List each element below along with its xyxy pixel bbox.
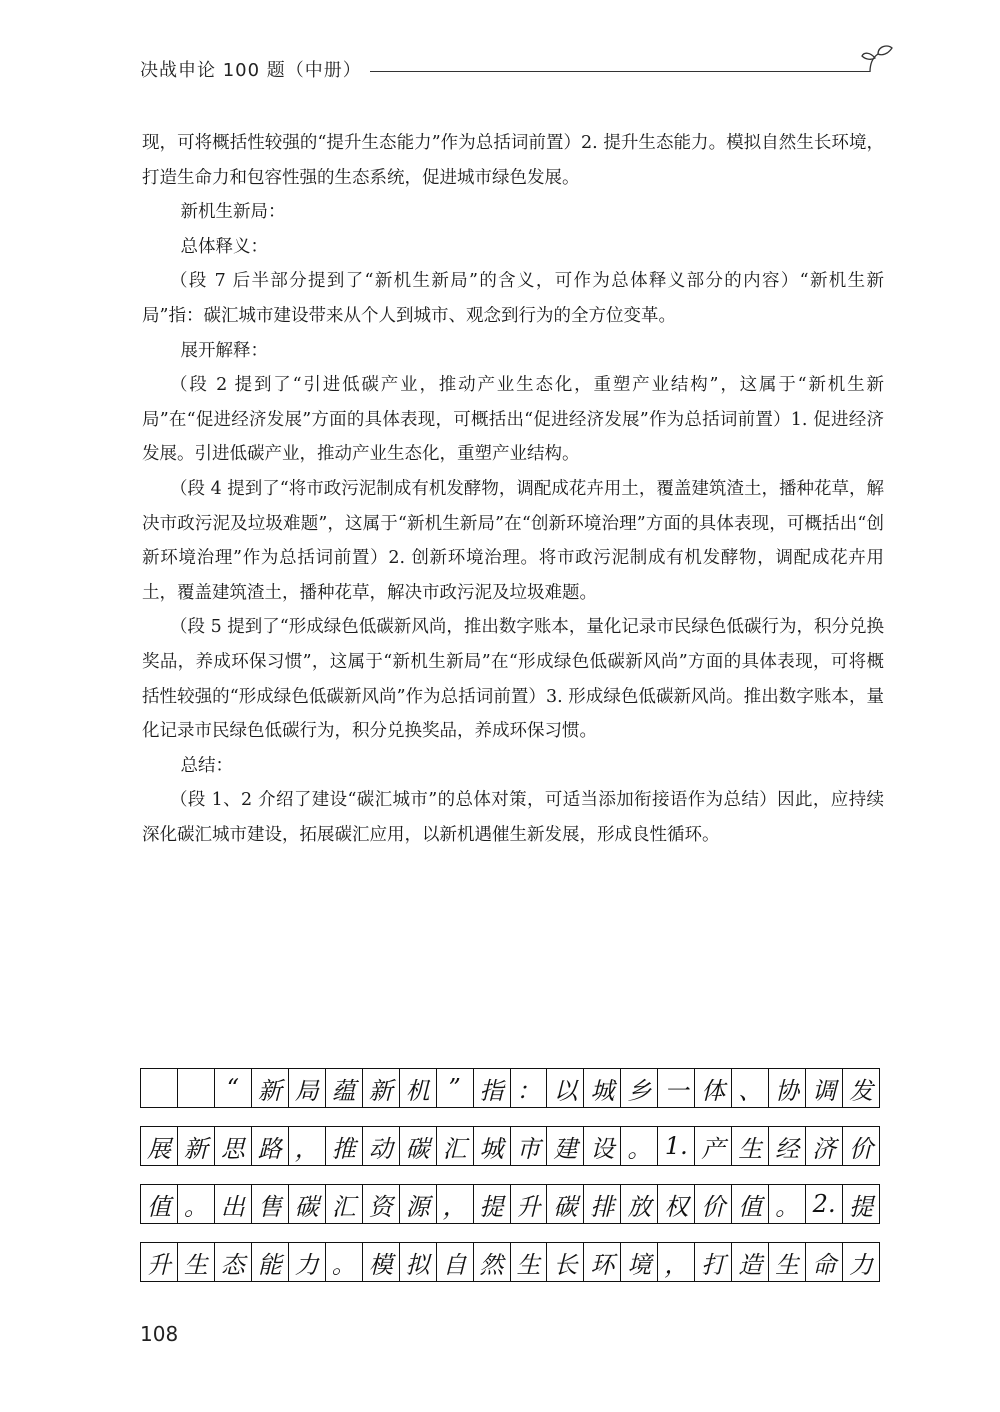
grid-cell: 路 bbox=[252, 1127, 289, 1165]
grid-cell: 自 bbox=[437, 1243, 474, 1281]
grid-row bbox=[140, 1126, 880, 1166]
page-number: 108 bbox=[140, 1322, 179, 1346]
grid-cell: 建 bbox=[547, 1127, 584, 1165]
grid-cell: 升 bbox=[511, 1185, 548, 1223]
grid-cell: 调 bbox=[806, 1069, 843, 1107]
grid-cell: 。 bbox=[326, 1243, 363, 1281]
grid-cell: 推 bbox=[326, 1127, 363, 1165]
grid-cell: 、 bbox=[732, 1069, 769, 1107]
grid-cell: 协 bbox=[769, 1069, 806, 1107]
grid-cell: 源 bbox=[400, 1185, 437, 1223]
grid-cell: 价 bbox=[695, 1185, 732, 1223]
grid-cell: 价 bbox=[849, 1134, 874, 1163]
grid-cell bbox=[178, 1069, 215, 1107]
grid-cell bbox=[141, 1069, 178, 1107]
grid-cell: 模 bbox=[363, 1243, 400, 1281]
paragraph: （段 2 提到了“引进低碳产业，推动产业生态化，重塑产业结构”，这属于“新机生新局”在“促进经济发展”方面的具体表现，可概括出“促进经济发展”作为总括词前置）1. 促进经济发展。引进低碳产业，推动产业生态化，重塑产业结构。 bbox=[142, 375, 884, 465]
paragraph: 总结： bbox=[180, 755, 233, 776]
grid-cell: 命 bbox=[806, 1243, 843, 1281]
header-title: 决战申论 100 题（中册） bbox=[140, 60, 362, 81]
grid-cell: 出 bbox=[215, 1185, 252, 1223]
grid-cell: 动 bbox=[363, 1127, 400, 1165]
grid-cell: 造 bbox=[732, 1243, 769, 1281]
grid-cell: 体 bbox=[695, 1069, 732, 1107]
grid-cell: ” bbox=[437, 1069, 474, 1107]
grid-cell: 经 bbox=[769, 1127, 806, 1165]
grid-cell: 城 bbox=[584, 1069, 621, 1107]
grid-cell: 打 bbox=[695, 1243, 732, 1281]
grid-cell: 权 bbox=[658, 1185, 695, 1223]
grid-cell: 碳 bbox=[547, 1185, 584, 1223]
grid-cell: 。 bbox=[178, 1185, 215, 1223]
grid-cell: 长 bbox=[547, 1243, 584, 1281]
grid-cell: 环 bbox=[584, 1243, 621, 1281]
grid-row bbox=[140, 1242, 880, 1282]
grid-cell: 展 bbox=[141, 1127, 178, 1165]
grid-cell: 局 bbox=[289, 1069, 326, 1107]
grid-cell: 新 bbox=[178, 1127, 215, 1165]
grid-cell: 值 bbox=[141, 1185, 178, 1223]
grid-cell: 提 bbox=[474, 1185, 511, 1223]
grid-cell: 汇 bbox=[326, 1185, 363, 1223]
paragraph: （段 4 提到了“将市政污泥制成有机发酵物，调配成花卉用土，覆盖建筑渣土，播种花草，解决市政污泥及垃圾难题”，这属于“新机生新局”在“创新环境治理”方面的具体表现，可概括出“创新环境治理”作为总括词前置）2. 创新环境治理。将市政污泥制成有机发酵物，调配成花卉用土，覆盖建筑渣土，播种花草，解决市政污泥及垃圾难题。 bbox=[142, 478, 884, 603]
grid-cell: 资 bbox=[363, 1185, 400, 1223]
grid-cell: 售 bbox=[252, 1185, 289, 1223]
paragraph: 新机生新局： bbox=[180, 202, 286, 223]
grid-cell: 境 bbox=[621, 1243, 658, 1281]
grid-row bbox=[140, 1068, 880, 1108]
grid-cell: 汇 bbox=[437, 1127, 474, 1165]
header-rule bbox=[370, 71, 870, 72]
grid-cell: ， bbox=[437, 1185, 474, 1223]
grid-cell: 1. bbox=[658, 1127, 695, 1165]
grid-cell: 济 bbox=[806, 1127, 843, 1165]
grid-cell: 生 bbox=[178, 1243, 215, 1281]
answer-grid bbox=[140, 1068, 880, 1300]
grid-cell: 蕴 bbox=[326, 1069, 363, 1107]
grid-cell: 新 bbox=[363, 1069, 400, 1107]
paragraph: （段 5 提到了“形成绿色低碳新风尚，推出数字账本，量化记录市民绿色低碳行为，积分兑换奖品，养成环保习惯”，这属于“新机生新局”在“形成绿色低碳新风尚”方面的具体表现，可将概括性较强的“形成绿色低碳新风尚”作为总括词前置）3. 形成绿色低碳新风尚。推出数字账本，量化记录市民绿色低碳行为，积分兑换奖品，养成环保习惯。 bbox=[142, 617, 884, 742]
grid-cell: 提 bbox=[849, 1192, 874, 1221]
paragraph: 展开解释： bbox=[180, 340, 268, 361]
grid-cell: 排 bbox=[584, 1185, 621, 1223]
grid-cell: 碳 bbox=[400, 1127, 437, 1165]
grid-cell: ， bbox=[658, 1243, 695, 1281]
grid-cell: ： bbox=[511, 1069, 548, 1107]
grid-cell: 思 bbox=[215, 1127, 252, 1165]
grid-row bbox=[140, 1184, 880, 1224]
grid-cell: 拟 bbox=[400, 1243, 437, 1281]
grid-cell: 放 bbox=[621, 1185, 658, 1223]
grid-cell: 力 bbox=[849, 1250, 874, 1279]
grid-cell: 城 bbox=[474, 1127, 511, 1165]
grid-cell: 发 bbox=[849, 1076, 874, 1105]
body-text bbox=[142, 126, 884, 852]
grid-cell: 生 bbox=[732, 1127, 769, 1165]
grid-cell: 态 bbox=[215, 1243, 252, 1281]
grid-cell: 以 bbox=[547, 1069, 584, 1107]
grid-cell: 产 bbox=[695, 1127, 732, 1165]
grid-cell: 设 bbox=[584, 1127, 621, 1165]
grid-cell: 新 bbox=[252, 1069, 289, 1107]
paragraph: （段 1、2 介绍了建设“碳汇城市”的总体对策，可适当添加衔接语作为总结）因此，应持续深化碳汇城市建设，拓展碳汇应用，以新机遇催生新发展，形成良性循环。 bbox=[142, 790, 884, 845]
grid-cell: 然 bbox=[474, 1243, 511, 1281]
grid-cell: 生 bbox=[511, 1243, 548, 1281]
sprout-icon bbox=[860, 42, 896, 78]
grid-cell: “ bbox=[215, 1069, 252, 1107]
grid-cell: 。 bbox=[621, 1127, 658, 1165]
grid-cell: 生 bbox=[769, 1243, 806, 1281]
grid-cell: 机 bbox=[400, 1069, 437, 1107]
grid-cell: 2. bbox=[806, 1185, 843, 1223]
grid-cell: 力 bbox=[289, 1243, 326, 1281]
paragraph: 总体释义： bbox=[180, 236, 268, 257]
grid-cell: 升 bbox=[141, 1243, 178, 1281]
paragraph: （段 7 后半部分提到了“新机生新局”的含义，可作为总体释义部分的内容）“新机生新局”指：碳汇城市建设带来从个人到城市、观念到行为的全方位变革。 bbox=[142, 271, 884, 326]
grid-cell: 市 bbox=[511, 1127, 548, 1165]
grid-cell: 值 bbox=[732, 1185, 769, 1223]
grid-cell: 一 bbox=[658, 1069, 695, 1107]
grid-cell: 指 bbox=[474, 1069, 511, 1107]
paragraph: 现，可将概括性较强的“提升生态能力”作为总括词前置）2. 提升生态能力。模拟自然生长环境，打造生命力和包容性强的生态系统，促进城市绿色发展。 bbox=[142, 133, 884, 188]
grid-cell: ， bbox=[289, 1127, 326, 1165]
grid-cell: 能 bbox=[252, 1243, 289, 1281]
grid-cell: 碳 bbox=[289, 1185, 326, 1223]
grid-cell: 乡 bbox=[621, 1069, 658, 1107]
grid-cell: 。 bbox=[769, 1185, 806, 1223]
